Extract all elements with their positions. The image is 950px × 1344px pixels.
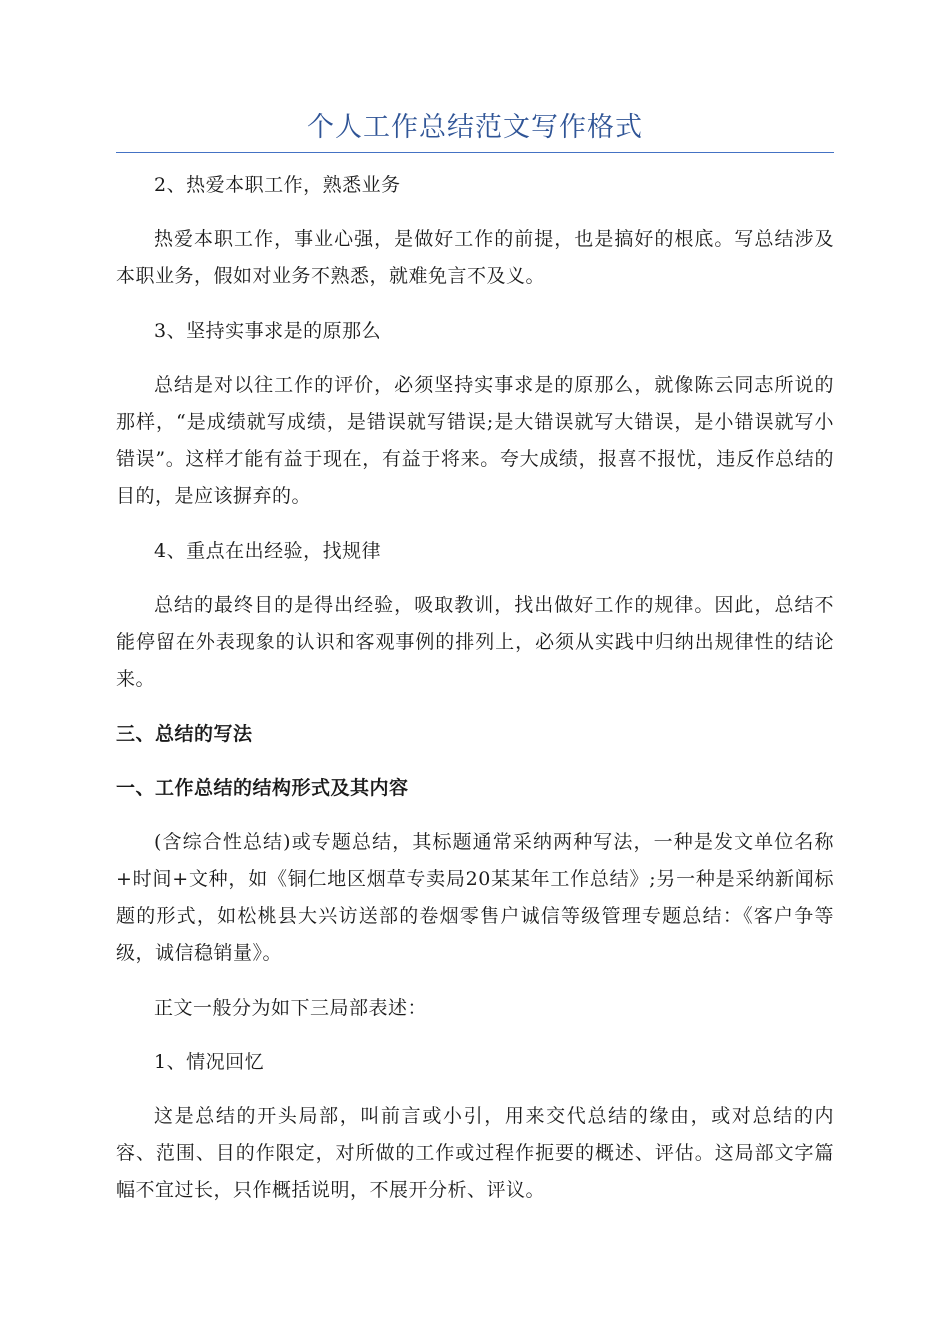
subsection-heading: 一、工作总结的结构形式及其内容 — [116, 777, 409, 799]
document-page — [116, 108, 834, 1227]
paragraph-body: 这是总结的开头局部，叫前言或小引，用来交代总结的缘由，或对总结的内容、范围、目的作限定，对所做的工作或过程作扼要的概述、评估。这局部文字篇幅不宜过长，只作概括说明，不展开分析、评议。 — [116, 1105, 834, 1201]
paragraph-body: 总结是对以往工作的评价，必须坚持实事求是的原那么，就像陈云同志所说的那样，“是成绩就写成绩，是错误就写错误;是大错误就写大错误，是小错误就写小错误”。这样才能有益于现在，有益于将来。夸大成绩，报喜不报忧，违反作总结的目的，是应该摒弃的。 — [116, 374, 834, 507]
document-title: 个人工作总结范文写作格式 — [116, 108, 834, 153]
paragraph-item-1: 1、情况回忆 — [154, 1051, 265, 1073]
paragraph-body: 总结的最终目的是得出经验，吸取教训，找出做好工作的规律。因此，总结不能停留在外表现象的认识和客观事例的排列上，必须从实践中归纳出规律性的结论来。 — [116, 594, 834, 690]
paragraph-item-3: 3、坚持实事求是的原那么 — [154, 320, 382, 342]
paragraph-item-4: 4、重点在出经验，找规律 — [154, 540, 382, 562]
paragraph-body: (含综合性总结)或专题总结，其标题通常采纳两种写法，一种是发文单位名称+时间+文种，如《铜仁地区烟草专卖局20某某年工作总结》;另一种是采纳新闻标题的形式，如松桃县大兴访送部的卷烟零售户诚信等级管理专题总结：《客户争等级，诚信稳销量》。 — [116, 831, 834, 964]
paragraph-item-2: 2、热爱本职工作，熟悉业务 — [154, 174, 401, 196]
section-heading: 三、总结的写法 — [116, 723, 253, 745]
paragraph-body: 热爱本职工作，事业心强，是做好工作的前提，也是搞好的根底。写总结涉及本职业务，假如对业务不熟悉，就难免言不及义。 — [116, 228, 834, 287]
paragraph-body: 正文一般分为如下三局部表述： — [154, 997, 428, 1019]
